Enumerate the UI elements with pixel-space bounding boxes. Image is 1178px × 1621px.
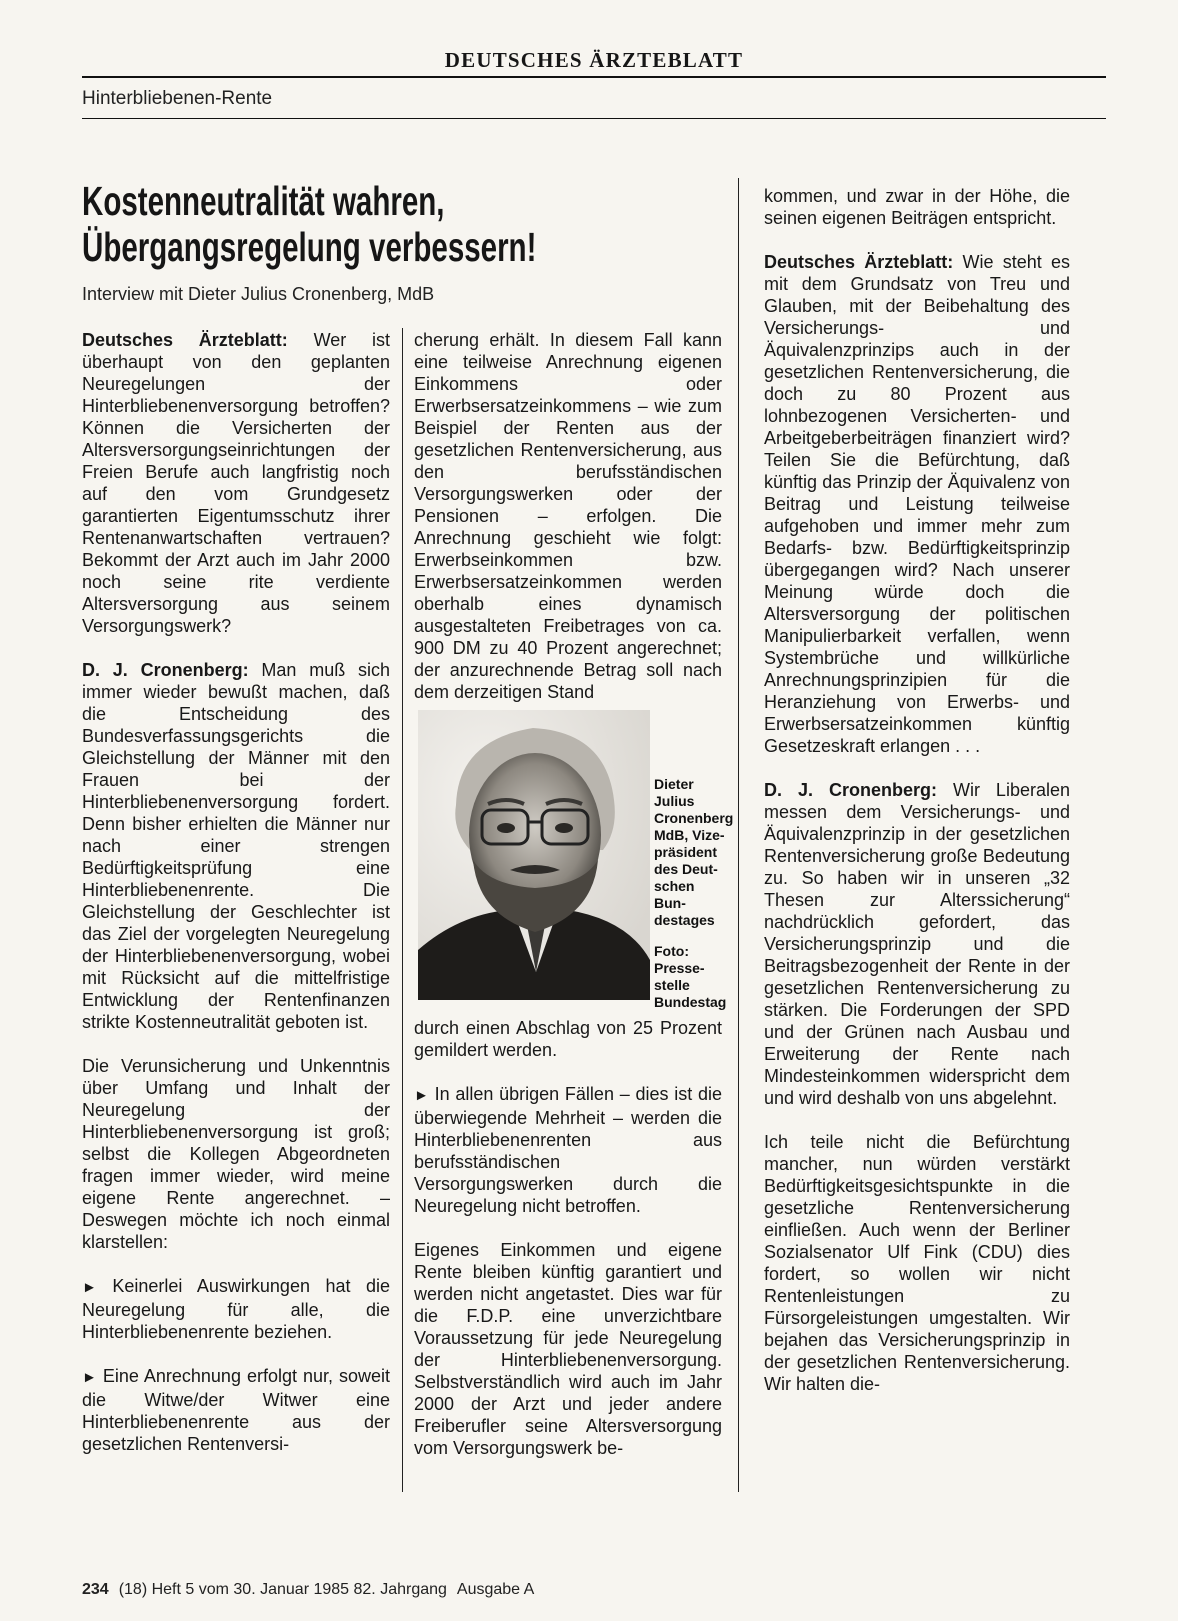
paragraph: cherung erhält. In diesem Fall kann eine teilweise Anrechnung eigenen Einkommens oder Erwerbsersatzeinkommens – wie zum Beispiel der Renten aus der gesetzlichen Rentenversicherung, aus den berufsständischen Versorgungswerken oder der Pensionen – erfolgen. Die Anrechnung geschieht wie folgt: Erwerbseinkommen bzw. Erwerbsersatzeinkommen werden oberhalb eines dynamisch ausgestalteten Freibetrages von ca. 900 DM zu 40 Prozent angerechnet; der anzurechnende Betrag soll nach dem derzeitigen Stand xyxy=(414,330,722,702)
bullet-arrow-icon: ► xyxy=(414,1087,429,1104)
photo-caption xyxy=(654,776,734,1011)
section-label: Hinterbliebenen-Rente xyxy=(82,88,273,109)
photo-credit-line: Foto: xyxy=(654,943,689,959)
paragraph: durch einen Abschlag von 25 Prozent gemildert werden. xyxy=(414,1018,722,1060)
paragraph-text: In allen übrigen Fällen – dies ist die überwiegende Mehrheit – werden die Hinterbliebenenrenten aus berufsständischen Versorgungswerken durch die Neuregelung nicht betroffen. xyxy=(414,1084,722,1216)
bullet-paragraph xyxy=(414,1083,722,1217)
speaker-label: D. J. Cronenberg: xyxy=(764,780,937,800)
caption-line: destages xyxy=(654,912,715,928)
page-footer xyxy=(82,1581,534,1599)
speaker-label: Deutsches Ärzteblatt: xyxy=(764,252,954,272)
edition-label: Ausgabe A xyxy=(456,1581,535,1598)
speaker-label: Deutsches Ärzteblatt: xyxy=(82,330,288,350)
caption-line: des Deut- xyxy=(654,861,718,877)
caption-line: Dieter xyxy=(654,776,694,792)
article-title xyxy=(82,178,572,270)
caption-line: MdB, Vize- xyxy=(654,827,725,843)
photo-credit-line: Bundestag xyxy=(654,994,727,1010)
column-divider-1 xyxy=(402,328,403,1492)
column-2-bottom xyxy=(414,1017,722,1459)
caption-line: präsident xyxy=(654,844,718,860)
issue-info: (18) Heft 5 vom 30. Januar 1985 82. Jahrgang xyxy=(118,1581,447,1598)
speaker-label: D. J. Cronenberg: xyxy=(82,660,249,680)
photo-credit-line: stelle xyxy=(654,977,690,993)
caption-line: schen Bun- xyxy=(654,878,695,911)
title-line-2: Übergangsregelung verbessern! xyxy=(82,224,537,270)
paragraph-text: Man muß sich immer wieder bewußt machen, daß die Entscheidung des Bundesverfassungsgerichts die Gleichstellung der Männer mit den Frauen bei der Hinterbliebenenversorgung fordert. Denn bisher erhielten die Männer nur nach einer strengen Bedürftigkeitsprüfung eine Hinterbliebenenrente. Die Gleichstellung der Geschlechter ist das Ziel der vorgelegten Neuregelung der Hinterbliebenenversorgung, wobei mit Rücksicht auf die mittelfristige Entwicklung der Rentenfinanzen strikte Kostenneutralität geboten ist. xyxy=(82,660,390,1032)
article-subtitle: Interview mit Dieter Julius Cronenberg, MdB xyxy=(82,284,435,304)
column-3 xyxy=(764,185,1070,1395)
paragraph: Ich teile nicht die Befürchtung mancher, nun würden verstärkt Bedürftigkeitsgesichtspunkte in die gesetzliche Rentenversicherung einfließen. Auch wenn der Berliner Sozialsenator Ulf Fink (CDU) dies fordert, so wollen wir nicht Rentenleistungen zu Fürsorgeleistungen umgestalten. Wir bejahen das Versicherungsprinzip in der gesetzlichen Rentenversicherung. Wir halten die- xyxy=(764,1132,1070,1394)
paragraph-text: Eine Anrechnung erfolgt nur, soweit die Witwe/der Witwer eine Hinterbliebenenrente aus der gesetzlichen Rentenversi- xyxy=(82,1366,390,1454)
page-number: 234 xyxy=(82,1581,109,1598)
paragraph-text: Keinerlei Auswirkungen hat die Neuregelung für alle, die Hinterbliebenenrente beziehen. xyxy=(82,1276,390,1342)
bullet-arrow-icon: ► xyxy=(82,1369,97,1386)
photo-credit-line: Presse- xyxy=(654,960,705,976)
paragraph-text: Wir Liberalen messen dem Versicherungs- und Äquivalenzprinzip in der gesetzlichen Rentenversicherung große Bedeutung zu. So haben wir in unseren „32 Thesen zur Alterssicherung“ nachdrücklich gefordert, das Versicherungsprinzip und die Beitragsbezogenheit der Rente in der gesetzlichen Rentenversicherung zu stärken. Die Forderungen der SPD und der Grünen nach Ausbau und Erweiterung der Rente nach Mindesteinkommen widerspricht dem und wird deshalb von uns abgelehnt. xyxy=(764,780,1070,1108)
paragraph xyxy=(82,329,390,637)
paragraph: kommen, und zwar in der Höhe, die seinen eigenen Beiträgen entspricht. xyxy=(764,186,1070,228)
section-rule xyxy=(82,118,1106,119)
column-1 xyxy=(82,329,390,1455)
column-2-top xyxy=(414,329,722,703)
paragraph xyxy=(764,251,1070,757)
bullet-arrow-icon: ► xyxy=(82,1279,97,1296)
paragraph xyxy=(82,659,390,1033)
paragraph xyxy=(764,779,1070,1109)
bullet-paragraph xyxy=(82,1275,390,1343)
paragraph-text: Wer ist überhaupt von den geplanten Neuregelungen der Hinterbliebenenversorgung betroffen? Können die Versicherten der Altersversorgungseinrichtungen der Freien Berufe auch langfristig noch auf den vom Grundgesetz garantierten Eigentumsschutz ihrer Rentenanwartschaften vertrauen? Bekommt der Arzt auch im Jahr 2000 noch seine rite verdiente Altersversorgung aus seinem Versorgungswerk? xyxy=(82,330,390,636)
column-divider-2 xyxy=(738,178,739,1492)
caption-line: Cronenberg xyxy=(654,810,734,826)
bullet-paragraph xyxy=(82,1365,390,1455)
title-line-1: Kostenneutralität wahren, xyxy=(82,178,445,224)
masthead-rule xyxy=(82,76,1106,78)
paragraph-text: Wie steht es mit dem Grundsatz von Treu und Glauben, mit der Beibehaltung des Versicherungs- und Äquivalenzprinzips auch in der gesetzlichen Rentenversicherung, die doch zu 80 Prozent aus lohnbezogenen Versicherten- und Arbeitgeberbeiträgen finanziert wird? Teilen Sie die Befürchtung, daß künftig das Prinzip der Äquivalenz von Beitrag und Leistung teilweise aufgehoben und immer mehr zum Bedarfs- bzw. Bedürftigkeitsprinzip übergegangen wird? Nach unserer Meinung würde doch die Altersversorgung der politischen Manipulierbarkeit verfallen, wenn Systembrüche und willkürliche Anrechnungsprinzipien für die Heranziehung von Erwerbs- und Erwerbsersatzeinkommen künftig Gesetzeskraft erlangen . . . xyxy=(764,252,1070,756)
paragraph: Die Verunsicherung und Unkenntnis über Umfang und Inhalt der Neuregelung der Hinterbliebenenversorgung ist groß; selbst die Kollegen Abgeordneten fragen immer wieder, wird meine eigene Rente angerechnet. – Deswegen möchte ich noch einmal klarstellen: xyxy=(82,1056,390,1252)
portrait-image xyxy=(418,710,650,1000)
caption-line: Julius xyxy=(654,793,695,809)
portrait-photo xyxy=(418,710,650,1000)
masthead: DEUTSCHES ÄRZTEBLATT xyxy=(444,48,744,72)
paragraph: Eigenes Einkommen und eigene Rente bleiben künftig garantiert und werden nicht angetastet. Dies war für die F.D.P. eine unverzichtbare Voraussetzung für jede Neuregelung der Hinterbliebenenversorgung. Selbstverständlich wird auch im Jahr 2000 der Arzt und jeder andere Freiberufler seine Altersversorgung vom Versorgungswerk be- xyxy=(414,1240,722,1458)
